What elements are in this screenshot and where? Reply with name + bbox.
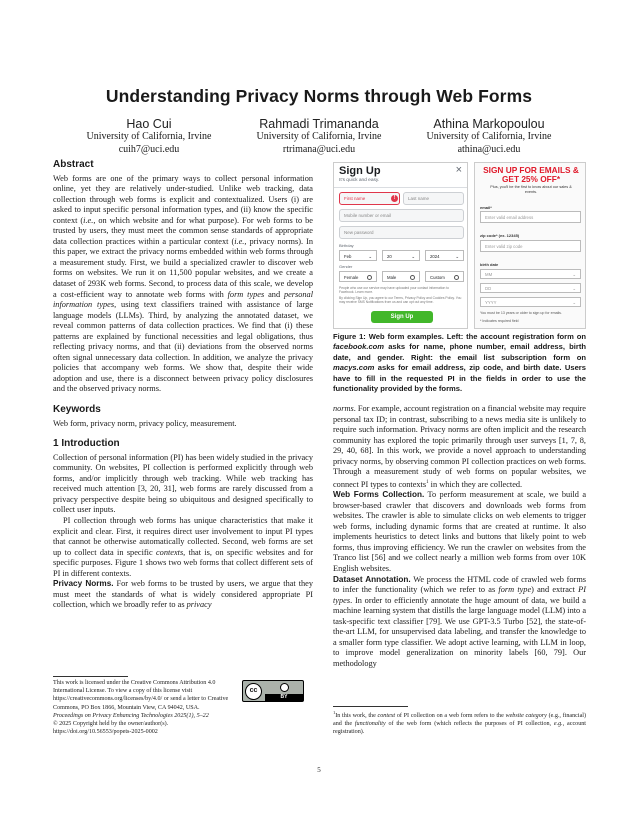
copyright-line: © 2025 Copyright held by the owner/author(s). — [53, 721, 169, 727]
birth-day-select[interactable]: DD ⌄ — [480, 283, 581, 293]
birth-month-select[interactable]: MM ⌄ — [480, 269, 581, 279]
author-email: cuih7@uci.edu — [118, 143, 180, 155]
person-icon — [280, 683, 289, 692]
contact-upload-notice: People who use our service may have uploaded your contact information to Facebook. Learn more. — [339, 286, 449, 294]
mobile-email-field[interactable]: Mobile number or email — [339, 209, 464, 222]
birth-day-select[interactable]: 20 ⌄ — [382, 250, 420, 261]
email-input[interactable]: Enter valid email address — [480, 211, 581, 223]
author-email: athina@uci.edu — [457, 143, 521, 155]
abstract-heading: Abstract — [53, 159, 94, 170]
gender-male-radio[interactable]: Male — [382, 271, 420, 282]
right-column — [333, 404, 586, 669]
author-email: rtrimana@uci.edu — [282, 143, 356, 155]
zip-label: zip code* (ex. 12345) — [480, 233, 520, 238]
gender-female-radio[interactable]: Female — [339, 271, 377, 282]
web-forms-collection-paragraph: Web Forms Collection. To perform measurement at scale, we build a browser-based crawler that discovers and downloads web forms from websites. The crawler is able to simulate clicks on web elements to trigger web forms, including dynamic forms that are created at runtime. It also implements heuristics to detect links and buttons that likely point to web forms, thus improving efficiency. We run the crawler on websites from the Tranco list [56] and we collect nearly a million web forms from over 10K English websites. — [333, 490, 586, 573]
birth-date-label: birth date — [480, 262, 499, 267]
zip-input[interactable]: Enter valid zip code — [480, 240, 581, 252]
required-note: * Indicates required field — [480, 319, 519, 323]
email-signup-subtitle: Plus, you'll be the first to know about our sales & events. — [490, 185, 572, 194]
close-icon[interactable]: × — [455, 164, 462, 176]
password-field[interactable]: New password — [339, 226, 464, 239]
age-note: You must be 13 years or older to sign up for emails. — [480, 311, 562, 315]
norms-paragraph: norms. For example, account registration on a financial website may require personal tax ID; in contrast, subscribing to a news media site is unlikely to require such information. Privacy norms are often implicit and the research community has explored the topic primarily through user surveys [1, 7, 8, 29, 40, 68]. In this work, we provide a novel approach to understanding privacy norms, by observing common PI collection practices on web forms. Through a measurement study of web forms on popular websites, we connect PI types to contexts$^1$ in which they are collected. — [333, 404, 586, 489]
keywords-text: Web form, privacy norm, privacy policy, measurement. — [53, 418, 237, 428]
footnote: $^1$In this work, the context of PI collection on a web form refers to the website category (e.g., financial) and the functionality of the web form (which reflects the purposes of PI collection, e.g., account registration). — [333, 710, 586, 736]
author-affiliation: University of California, Irvine — [256, 131, 382, 142]
divider — [334, 187, 468, 188]
terms-notice: By clicking Sign Up, you agree to our Terms, Privacy Policy and Cookies Policy. You may receive SMS Notifications from us and can opt out any time. — [339, 296, 462, 304]
cc-by-badge — [242, 680, 304, 702]
signup-button[interactable]: Sign Up — [371, 311, 433, 323]
author-affiliation: University of California, Irvine — [426, 131, 552, 142]
author-name: Athina Markopoulou — [433, 117, 545, 131]
footnote-rule — [333, 706, 408, 707]
proceedings-line: Proceedings on Privacy Enhancing Technologies 2025(1), 5–22 — [53, 713, 209, 719]
abstract-text: Web forms are one of the primary ways to collect personal information online, yet they are relatively under-studied. Unlike web tracking, data collection through web forms is explicit and contextualized. Users (i) are asked to input specific personal information types, and (ii) know the specific context (i.e., on which website and for what purpose). For web forms to be trusted by users, they must meet the common sense standards of appropriate data collection practices within a particular context (i.e., privacy norms). In this paper, we extract the privacy norms embedded within web forms through a measurement study. First, we build a specialized crawler to discover web forms on websites. We run it on 11,500 popular websites, and we create a dataset of 293K web forms. Second, to process data of this scale, we develop a cost-efficient way to annotate web forms with form types and personal information types, using text classifiers trained with assistance of large language models (LLMs). Third, by analyzing the annotated dataset, we reveal common patterns of data collection practices. We find that (i) these patterns are explained by functional necessities and legal obligations, thus reflecting privacy norms, and that (ii) deviations from the observed norms often signal unnecessary data collection. In addition, we analyze the privacy policies that accompany web forms. We show that, despite their wide adoption and use, there is a disconnect between privacy policy disclosures and the observed privacy norms. — [53, 173, 314, 394]
paper-title: Understanding Privacy Norms through Web Forms — [105, 86, 533, 106]
page-number: 5 — [317, 766, 321, 774]
intro-paragraph-2: PI collection through web forms has unique characteristics that make it explicit and clear. First, it requires direct user involvement to input PI types that cannot be otherwise automatically collected. Second, web forms are set up to collect data in specific contexts, that is, on specific websites and for specific purposes. Figure 1 shows two web forms that collect different sets of PI in different contexts. — [53, 515, 313, 578]
license-rule — [53, 676, 128, 677]
figure-caption: Figure 1: Web form examples. Left: the account registration form on facebook.com asks for name, phone number, email address, birth date, and gender. Right: the email list subscription form on macys.com asks for email address, zip code, and birth date. Users have to fill in the requested PI in the fields in order to use the functionality provided by the forms. — [333, 332, 586, 394]
license-text: This work is licensed under the Creative Commons Attribution 4.0 International License. To view a copy of this license visit https://creativecommons.org/licenses/by/4.0/ or send a letter to Creative Commons, PO Box 1866, Mountain View, CA 94042, USA. — [53, 680, 229, 711]
privacy-norms-paragraph: Privacy Norms. For web forms to be trusted by users, we argue that they must meet the standards of what is widely considered appropriate PI collection, which we broadly refer to as privacy — [53, 579, 313, 610]
signup-subtitle: It's quick and easy. — [339, 178, 380, 183]
intro-paragraph-1: Collection of personal information (PI) has been widely studied in the privacy community. On websites, PI collection is performed explicitly through web forms, and/or implicitly through web tracking. While web tracking has received much attention [3, 20, 31], web forms are rarely discussed from a privacy perspective despite being so ubiquitous and designed specifically to collect user inputs. — [53, 452, 313, 515]
facebook-signup-form — [333, 162, 468, 329]
dataset-annotation-paragraph: Dataset Annotation. We process the HTML code of crawled web forms to infer the functionality (which we refer to as form type) and extract PI types. In order to efficiently annotate the huge amount of data, we build a machine learning system that distills the large language model (LLM) into a task-specific text classifier [79]. We use GPT-3.5 Turbo [52], the state-of-the-art LLM, for unsupervised data labeling, and transfer the knowledge to a smaller form type classifier. We adopt active learning, with LLM in loop, to improve model generalization on minority labels [60, 79]. Our methodology — [333, 574, 587, 668]
doi-line: https://doi.org/10.56553/popets-2025-0002 — [53, 729, 158, 735]
birth-year-select[interactable]: 2024 ⌄ — [425, 250, 464, 261]
birth-year-select[interactable]: YYYY ⌄ — [480, 297, 581, 307]
signup-title: Sign Up — [339, 165, 381, 177]
first-name-field[interactable]: First name — [339, 192, 400, 205]
by-label: BY — [265, 694, 303, 701]
birth-month-select[interactable]: Feb ⌄ — [339, 250, 377, 261]
macys-email-form — [474, 162, 586, 329]
email-signup-title: SIGN UP FOR EMAILS & GET 25% OFF* — [483, 165, 579, 184]
gender-custom-radio[interactable]: Custom — [425, 271, 464, 282]
birthday-label: Birthday — [339, 243, 354, 248]
intro-heading: 1 Introduction — [53, 438, 120, 450]
last-name-field[interactable]: Last name — [403, 192, 464, 205]
author-name: Hao Cui — [126, 117, 172, 131]
gender-label: Gender — [339, 264, 353, 269]
figure-1 — [333, 162, 586, 398]
author-affiliation: University of California, Irvine — [86, 131, 212, 142]
author-3 — [389, 117, 589, 156]
left-column — [53, 160, 313, 611]
keywords-heading: Keywords — [53, 404, 101, 416]
author-name: Rahmadi Trimananda — [259, 117, 379, 131]
email-label: email* — [480, 205, 492, 210]
cc-icon: cc — [245, 683, 262, 700]
error-icon: ! — [391, 195, 398, 202]
cc-by-person-area — [266, 683, 302, 694]
